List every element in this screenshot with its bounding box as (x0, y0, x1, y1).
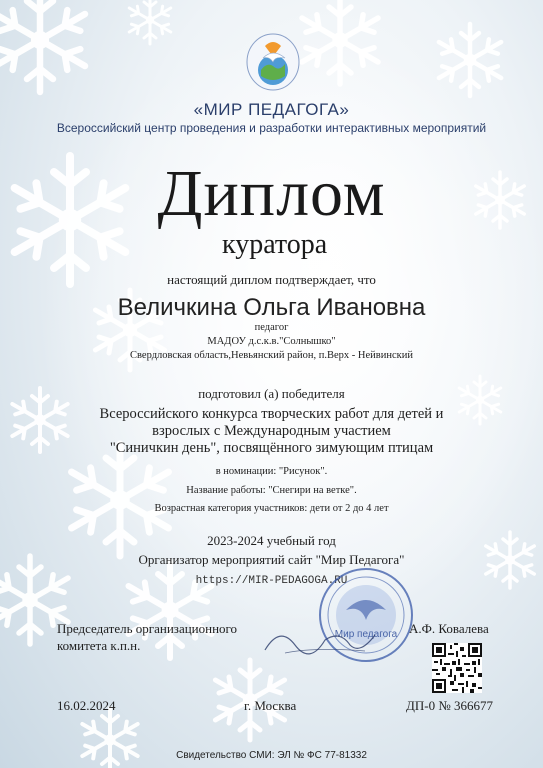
contest-line-2: взрослых с Международным участием (152, 423, 391, 439)
recipient-position: педагог (254, 322, 289, 333)
chair-name: А.Ф. Ковалева (409, 621, 489, 636)
nomination: в номинации: "Рисунок". (215, 466, 328, 477)
recipient-institution: МАДОУ д.с.к.в."Солнышко" (207, 336, 336, 347)
school-year: 2023-2024 учебный год (207, 533, 336, 548)
issue-date: 16.02.2024 (57, 698, 116, 713)
contest-line-3: "Синичкин день", посвящённого зимующим птицам (109, 440, 434, 456)
confirm-text: настоящий диплом подтверждает, что (167, 272, 376, 287)
qr-code-icon[interactable] (432, 643, 482, 693)
diploma-title: Диплом (157, 157, 386, 230)
issue-city: г. Москва (244, 698, 297, 713)
diploma-subtitle: куратора (222, 229, 328, 260)
chair-line-1: Председатель организационного (57, 621, 238, 636)
recipient-name: Величкина Ольга Ивановна (117, 294, 426, 321)
organizer: Организатор мероприятий сайт "Мир Педагога" (138, 552, 405, 567)
recipient-location: Свердловская область,Невьянский район, п.Верх - Нейвинский (130, 350, 413, 361)
chair-line-2: комитета к.п.н. (57, 638, 141, 653)
media-certificate: Свидетельство СМИ: ЭЛ № ФС 77-81332 (176, 750, 367, 761)
contest-line-1: Всероссийского конкурса творческих работ для детей и (99, 406, 444, 422)
globe-dove-logo-icon (245, 32, 301, 96)
diploma-number: ДП-0 № 366677 (406, 698, 493, 713)
org-description: Всероссийский центр проведения и разработки интерактивных мероприятий (56, 121, 487, 135)
signature (255, 615, 395, 665)
stamp-text: Мир педагога (334, 629, 398, 640)
website-link[interactable]: https://MIR-PEDAGOGA.RU (195, 575, 348, 587)
work-title: Название работы: "Снегири на ветке". (186, 485, 357, 496)
prepared-text: подготовил (а) победителя (198, 386, 345, 401)
org-name: «МИР ПЕДАГОГА» (193, 100, 350, 119)
age-category: Возрастная категория участников: дети от 2 до 4 лет (154, 503, 389, 514)
